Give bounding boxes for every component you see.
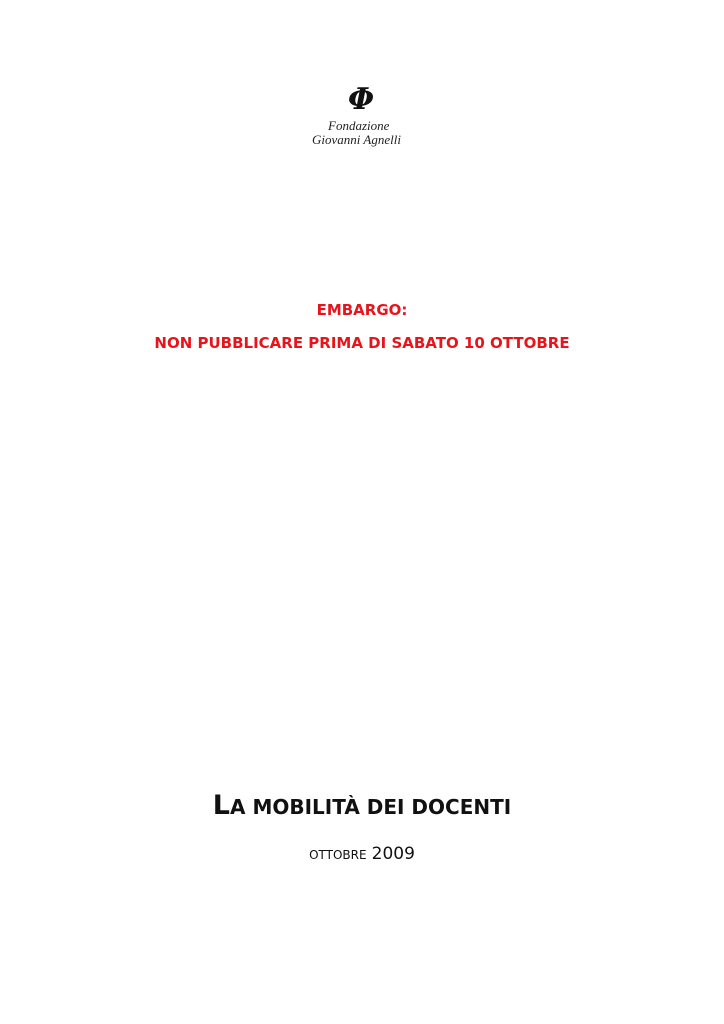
logo-text-line-2: Giovanni Agnelli (312, 132, 401, 147)
foundation-logo (300, 84, 436, 154)
document-title (0, 790, 724, 823)
embargo-notice: NON PUBBLICARE PRIMA DI SABATO 10 OTTOBRE (154, 334, 570, 352)
title-initial: L (212, 790, 231, 821)
date-year: 2009 (371, 844, 415, 864)
phi-logo-icon: Φ (348, 82, 375, 117)
date-month: OTTOBRE (309, 848, 367, 862)
document-date (0, 844, 724, 864)
embargo-heading: EMBARGO: (316, 301, 408, 319)
title-rest: A MOBILITÀ DEI DOCENTI (230, 795, 512, 819)
logo-text-line-1: Fondazione (328, 118, 390, 133)
